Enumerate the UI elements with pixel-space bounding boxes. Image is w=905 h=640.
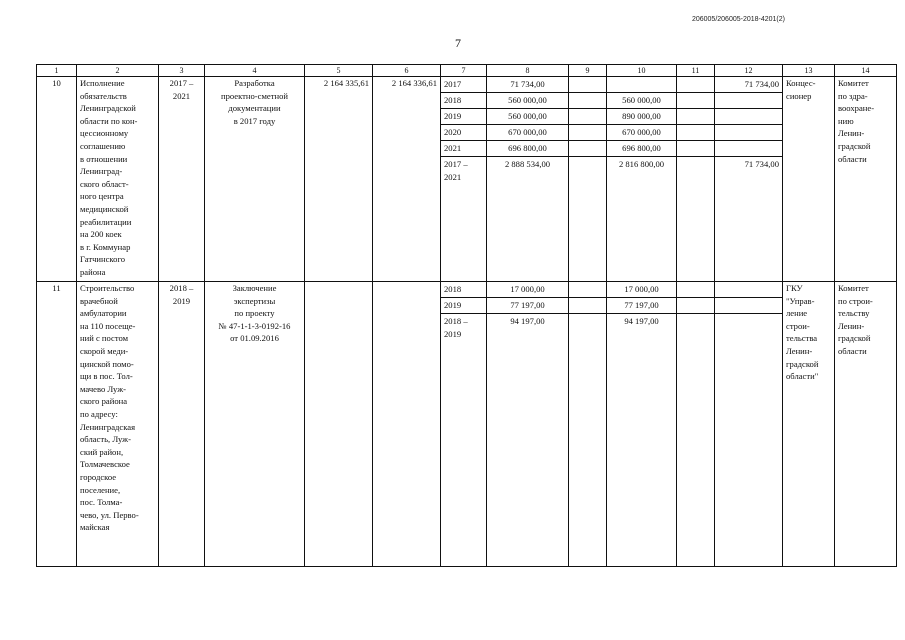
cell-line: скорой меди- bbox=[80, 345, 129, 356]
basis-document bbox=[205, 282, 305, 567]
cell-line: ского област- bbox=[80, 178, 129, 189]
total-funding bbox=[487, 77, 569, 282]
cell-line: в 2017 году bbox=[233, 115, 276, 126]
cell-line: врачебной bbox=[80, 295, 118, 306]
sub-row-value: 696 800,00 bbox=[487, 141, 568, 157]
sub-row-value: 2017 – 2021 bbox=[444, 159, 468, 182]
sub-row-value: 2 888 534,00 bbox=[504, 159, 551, 169]
executor bbox=[783, 282, 835, 567]
cell-line: Комитет bbox=[838, 283, 869, 293]
cell-line: градской bbox=[838, 333, 871, 344]
column-number: 12 bbox=[715, 65, 783, 77]
cell-line: Ленинградская bbox=[80, 421, 136, 432]
cell-line: Комитет bbox=[838, 78, 869, 88]
cell-line: градской bbox=[786, 358, 819, 369]
cell-line: документации bbox=[228, 103, 281, 114]
cell-line: воохране- bbox=[838, 103, 875, 114]
period bbox=[159, 77, 205, 282]
cell-line: ний с постом bbox=[80, 333, 129, 344]
sub-row-value: 77 197,00 bbox=[487, 298, 568, 314]
sub-row-value bbox=[715, 93, 782, 109]
sub-row-value: 2018 – 2019 bbox=[444, 316, 468, 339]
sub-row-value bbox=[569, 93, 606, 109]
sub-row-value bbox=[677, 298, 714, 314]
column-number: 7 bbox=[441, 65, 487, 77]
column-number: 10 bbox=[607, 65, 677, 77]
year-list bbox=[441, 282, 487, 567]
estimated-cost bbox=[305, 282, 373, 567]
sub-row-value bbox=[607, 77, 676, 93]
cell-line: обязательств bbox=[80, 90, 127, 101]
cell-line: Заключение bbox=[232, 283, 277, 293]
period bbox=[159, 282, 205, 567]
cell-line: в г. Коммунар bbox=[80, 241, 131, 252]
federal-funding bbox=[569, 77, 607, 282]
local-funding bbox=[677, 282, 715, 567]
cell-line: области" bbox=[786, 371, 819, 382]
sub-row-value: 890 000,00 bbox=[607, 109, 676, 125]
column-number: 14 bbox=[835, 65, 897, 77]
column-number: 13 bbox=[783, 65, 835, 77]
cell-line: щи в пос. Тол- bbox=[80, 371, 133, 382]
column-number: 11 bbox=[677, 65, 715, 77]
cell-line: в отношении bbox=[80, 153, 128, 164]
sub-row-value bbox=[677, 141, 714, 157]
cell-line: "Управ- bbox=[786, 295, 815, 306]
sub-row-value: 2017 bbox=[441, 77, 486, 93]
cell-line: ГКУ bbox=[786, 283, 803, 293]
sub-row-value: 2019 bbox=[441, 298, 486, 314]
total-funding bbox=[487, 282, 569, 567]
cell-line: строи- bbox=[786, 320, 810, 331]
sub-row-value bbox=[677, 93, 714, 109]
cell-line: амбулатории bbox=[80, 308, 127, 319]
cell-line: Гатчинского bbox=[80, 254, 126, 265]
sub-row-value: 2018 bbox=[441, 93, 486, 109]
column-number: 4 bbox=[205, 65, 305, 77]
cell-line: 2017 – bbox=[169, 78, 194, 88]
sub-row-value bbox=[715, 125, 782, 141]
row-number: 11 bbox=[37, 282, 77, 567]
basis-document bbox=[205, 77, 305, 282]
cell-line: Строительство bbox=[80, 283, 135, 293]
activity-name bbox=[77, 282, 159, 567]
page-number: 7 bbox=[455, 36, 461, 50]
cell-line: 2019 bbox=[172, 295, 191, 306]
sub-row-value bbox=[677, 314, 714, 315]
sub-row-value: 560 000,00 bbox=[487, 93, 568, 109]
sub-row-value: 71 734,00 bbox=[744, 159, 779, 169]
cell-line: Ленин- bbox=[838, 128, 865, 139]
table-row bbox=[37, 282, 897, 567]
sub-row-value bbox=[715, 109, 782, 125]
sub-row-value bbox=[569, 157, 606, 158]
responsible-committee bbox=[835, 77, 897, 282]
sub-row-value: 2018 bbox=[441, 282, 486, 298]
cell-line: цинской помо- bbox=[80, 358, 134, 369]
cell-line: градской bbox=[838, 140, 871, 151]
executor bbox=[783, 77, 835, 282]
regional-funding bbox=[607, 282, 677, 567]
cell-line: поселение, bbox=[80, 484, 121, 495]
cell-line: на 110 посеще- bbox=[80, 320, 136, 331]
cell-line: сионер bbox=[786, 90, 812, 101]
cell-line: экспертизы bbox=[233, 295, 276, 306]
sub-row-value bbox=[677, 157, 714, 158]
sub-row-value: 2021 bbox=[441, 141, 486, 157]
column-number: 5 bbox=[305, 65, 373, 77]
column-number: 9 bbox=[569, 65, 607, 77]
cell-line: пос. Толма- bbox=[80, 497, 123, 508]
federal-funding bbox=[569, 282, 607, 567]
sub-row-value: 17 000,00 bbox=[607, 282, 676, 298]
cell-line: майская bbox=[80, 522, 110, 533]
cell-line: проектно-сметной bbox=[220, 90, 288, 101]
cell-line: Толмачевское bbox=[80, 459, 130, 470]
sub-row-value bbox=[569, 141, 606, 157]
cell-line: реабилитации bbox=[80, 216, 132, 227]
cell-line: ский район, bbox=[80, 446, 124, 457]
sub-row-value: 17 000,00 bbox=[487, 282, 568, 298]
cell-line: по проекту bbox=[234, 308, 275, 319]
cell-line: мачево Луж- bbox=[80, 383, 127, 394]
cell-line: 2018 – bbox=[169, 283, 194, 293]
year-list bbox=[441, 77, 487, 282]
sub-row-value bbox=[677, 125, 714, 141]
other-funding bbox=[715, 77, 783, 282]
cell-line: области по кон- bbox=[80, 115, 138, 126]
other-funding bbox=[715, 282, 783, 567]
sub-row-value: 670 000,00 bbox=[607, 125, 676, 141]
cell-line: на 200 коек bbox=[80, 229, 122, 240]
column-number: 2 bbox=[77, 65, 159, 77]
cell-line: область, Луж- bbox=[80, 434, 131, 445]
sub-row-value bbox=[569, 109, 606, 125]
cell-line: района bbox=[80, 266, 106, 277]
cell-line: ного центра bbox=[80, 191, 124, 202]
cell-line: медицинской bbox=[80, 203, 129, 214]
sub-row-value: 2019 bbox=[441, 109, 486, 125]
cell-line: Ленинград- bbox=[80, 166, 123, 177]
sub-row-value: 670 000,00 bbox=[487, 125, 568, 141]
sub-row-value: 71 734,00 bbox=[715, 77, 782, 93]
sub-row-value: 2 816 800,00 bbox=[618, 159, 665, 169]
cell-line: чево, ул. Перво- bbox=[80, 509, 139, 520]
cost-value: 2 164 336,61 bbox=[373, 77, 441, 282]
cell-line: городское bbox=[80, 471, 117, 482]
sub-row-value bbox=[677, 282, 714, 298]
table-row bbox=[37, 77, 897, 282]
responsible-committee bbox=[835, 282, 897, 567]
sub-row-value bbox=[569, 125, 606, 141]
sub-row-value: 696 800,00 bbox=[607, 141, 676, 157]
column-number: 6 bbox=[373, 65, 441, 77]
sub-row-value: 560 000,00 bbox=[487, 109, 568, 125]
cell-line: Ленин- bbox=[786, 345, 813, 356]
sub-row-value bbox=[569, 77, 606, 93]
cell-line: от 01.09.2016 bbox=[230, 333, 279, 344]
sub-row-value: 77 197,00 bbox=[607, 298, 676, 314]
sub-row-value bbox=[715, 298, 782, 314]
cell-line: нию bbox=[838, 115, 854, 126]
cell-line: цессионному bbox=[80, 128, 129, 139]
cell-line: ление bbox=[786, 308, 808, 319]
cell-line: тельству bbox=[838, 308, 870, 319]
sub-row-value: 2020 bbox=[441, 125, 486, 141]
cell-line: по здра- bbox=[838, 90, 868, 101]
cell-line: области bbox=[838, 345, 867, 356]
cost-value bbox=[373, 282, 441, 567]
column-number-row bbox=[37, 65, 897, 77]
cell-line: Ленин- bbox=[838, 320, 865, 331]
cell-line: Концес- bbox=[786, 78, 816, 88]
column-number: 8 bbox=[487, 65, 569, 77]
sub-row-value bbox=[569, 314, 606, 315]
sub-row-value bbox=[677, 109, 714, 125]
cell-line: 2021 bbox=[172, 90, 191, 101]
cell-line: тельства bbox=[786, 333, 818, 344]
cell-line: Исполнение bbox=[80, 78, 125, 88]
local-funding bbox=[677, 77, 715, 282]
activity-name bbox=[77, 77, 159, 282]
cell-line: Разработка bbox=[234, 78, 275, 88]
cell-line: Ленинградской bbox=[80, 103, 136, 114]
sub-row-value: 71 734,00 bbox=[487, 77, 568, 93]
cell-line: № 47-1-1-3-0192-16 bbox=[218, 320, 291, 331]
cell-line: по строи- bbox=[838, 295, 873, 306]
estimated-cost: 2 164 335,61 bbox=[305, 77, 373, 282]
document-id: 206005/206005-2018-4201(2) bbox=[691, 16, 785, 23]
sub-row-value bbox=[715, 141, 782, 157]
row-number: 10 bbox=[37, 77, 77, 282]
sub-row-value bbox=[677, 77, 714, 93]
cell-line: по адресу: bbox=[80, 408, 118, 419]
sub-row-value: 94 197,00 bbox=[510, 316, 545, 326]
cell-line: области bbox=[838, 153, 867, 164]
sub-row-value: 560 000,00 bbox=[607, 93, 676, 109]
program-table bbox=[36, 64, 897, 567]
sub-row-value: 94 197,00 bbox=[624, 316, 659, 326]
column-number: 3 bbox=[159, 65, 205, 77]
column-number: 1 bbox=[37, 65, 77, 77]
cell-line: соглашению bbox=[80, 140, 126, 151]
sub-row-value bbox=[569, 282, 606, 298]
sub-row-value bbox=[569, 298, 606, 314]
regional-funding bbox=[607, 77, 677, 282]
sub-row-value bbox=[715, 314, 782, 315]
cell-line: ского района bbox=[80, 396, 128, 407]
sub-row-value bbox=[715, 282, 782, 298]
